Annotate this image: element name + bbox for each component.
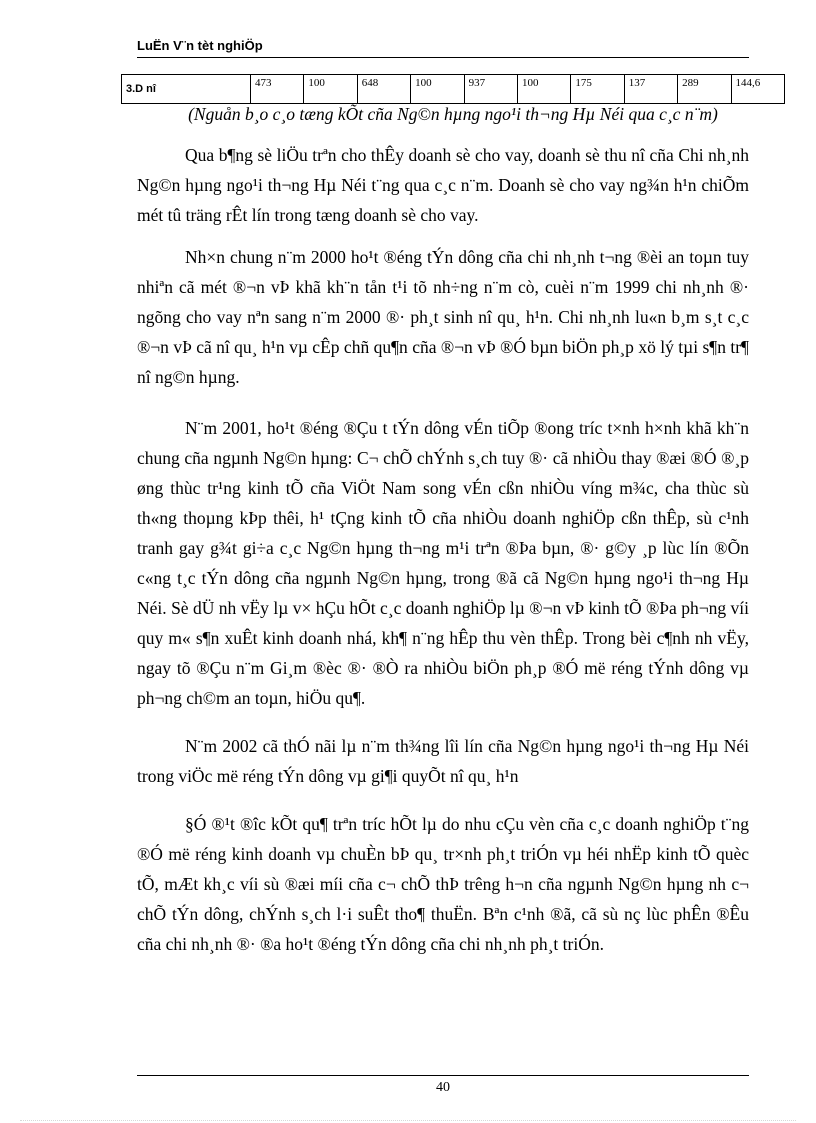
header-rule xyxy=(137,57,749,58)
table-cell: 100 xyxy=(304,75,357,104)
table-cell: 937 xyxy=(464,75,517,104)
table-row xyxy=(122,75,785,104)
table-cell: 175 xyxy=(571,75,624,104)
table-source-caption: (Nguån b¸o c¸o tæng kÕt cña Ng©n hµng ngo¹i th¬ng Hµ Néi qua c¸c n¨m) xyxy=(188,104,718,124)
table-cell: 289 xyxy=(678,75,731,104)
table-cell: 137 xyxy=(624,75,677,104)
table-cell: 144,6 xyxy=(731,75,784,104)
table-cell: 648 xyxy=(357,75,410,104)
data-table xyxy=(121,74,785,104)
paragraph: §Ó ®¹t ®îc kÕt qu¶ trªn tríc hÕt lµ do nhu cÇu vèn cña c¸c doanh nghiÖp t¨ng ®Ó më réng kinh doanh vµ chuÈn bÞ qu¸ tr×nh ph¸t triÓn vµ héi nhËp kinh tÕ quèc tÕ, mÆt kh¸c víi sù ®æi míi cña c¬ chÕ thÞ trêng h¬n cña ngµnh Ng©n hµng nh c¬ chÕ tÝn dông, chÝnh s¸ch l·i suÊt tho¶ thuËn. Bªn c¹nh ®ã, cã sù nç lùc phÊn ®Êu cña chi nh¸nh ®· ®a ho¹t ®éng tÝn dông cña chi nh¸nh ph¸t triÓn. xyxy=(137,814,749,954)
running-header: LuËn V¨n tèt nghiÖp xyxy=(137,38,263,53)
page-edge-divider xyxy=(20,1120,796,1121)
page-number: 40 xyxy=(436,1080,450,1095)
row-label: 3.D nî xyxy=(122,75,251,104)
paragraph: N¨m 2001, ho¹t ®éng ®Çu t tÝn dông vÉn tiÕp ®ong tríc t×nh h×nh khã kh¨n chung cña ngµnh Ng©n hµng: C¬ chÕ chÝnh s¸ch tuy ®· cã nhiÒu thay ®æi ®Ó ®¸p øng thùc tr¹ng kinh tÕ cña ViÖt Nam song vÉn cßn nhiÒu víng m¾c, cha thùc sù th«ng thoµng kÞp thêi, h¹ tÇng kinh tÕ cña nhiÒu doanh nghiÖp cßn thÊp, sù c¹nh tranh gay g¾t gi÷a c¸c Ng©n hµng th¬ng m¹i trªn ®Þa bµn, ®· g©y ¸p lùc lín ®Õn c«ng t¸c tÝn dông cña ngµnh Ng©n hµng, trong ®ã cã Ng©n hµng ngo¹i th¬ng Hµ Néi. Sè dÜ nh vËy lµ v× hÇu hÕt c¸c doanh nghiÖp lµ ®¬n vÞ kinh tÕ ®Þa ph¬ng víi quy m« s¶n xuÊt kinh doanh nhá, kh¶ n¨ng hÊp thu vèn thÊp. Trong bèi c¶nh nh vËy, ngay tõ ®Çu n¨m Gi¸m ®èc ®· ®Ò ra nhiÒu biÖn ph¸p ®Ó më réng tÝnh dông vµ ph¬ng ch©m an toµn, hiÖu qu¶. xyxy=(137,418,749,708)
footer-rule xyxy=(137,1075,749,1076)
table-cell: 473 xyxy=(251,75,304,104)
paragraph: Nh×n chung n¨m 2000 ho¹t ®éng tÝn dông cña chi nh¸nh t¬ng ®èi an toµn tuy nhiªn cã mét ®¬n vÞ khã kh¨n tån t¹i tõ nh÷ng n¨m cò, cuèi n¨m 1999 chi nh¸nh ®· ngõng cho vay nªn sang n¨m 2000 ®· ph¸t sinh nî qu¸ h¹n. Chi nh¸nh lu«n b¸m s¸t c¸c ®¬n vÞ cã nî qu¸ h¹n vµ cÊp chñ qu¶n cña ®¬n vÞ ®Ó bµn biÖn ph¸p xö lý tµi s¶n tr¶ nî ng©n hµng. xyxy=(137,247,749,387)
paragraph: N¨m 2002 cã thÓ nãi lµ n¨m th¾ng lîi lín cña Ng©n hµng ngo¹i th¬ng Hµ Néi trong viÖc më réng tÝn dông vµ gi¶i quyÕt nî qu¸ h¹n xyxy=(137,736,749,786)
body-text xyxy=(137,140,749,959)
table-cell: 100 xyxy=(411,75,464,104)
paragraph: Qua b¶ng sè liÖu trªn cho thÊy doanh sè cho vay, doanh sè thu nî cña Chi nh¸nh Ng©n hµng ngo¹i th¬ng Hµ Néi t¨ng qua c¸c n¨m. Doanh sè cho vay ng¾n h¹n chiÕm mét tû träng rÊt lín trong tæng doanh sè cho vay. xyxy=(137,145,749,225)
table-cell: 100 xyxy=(517,75,570,104)
